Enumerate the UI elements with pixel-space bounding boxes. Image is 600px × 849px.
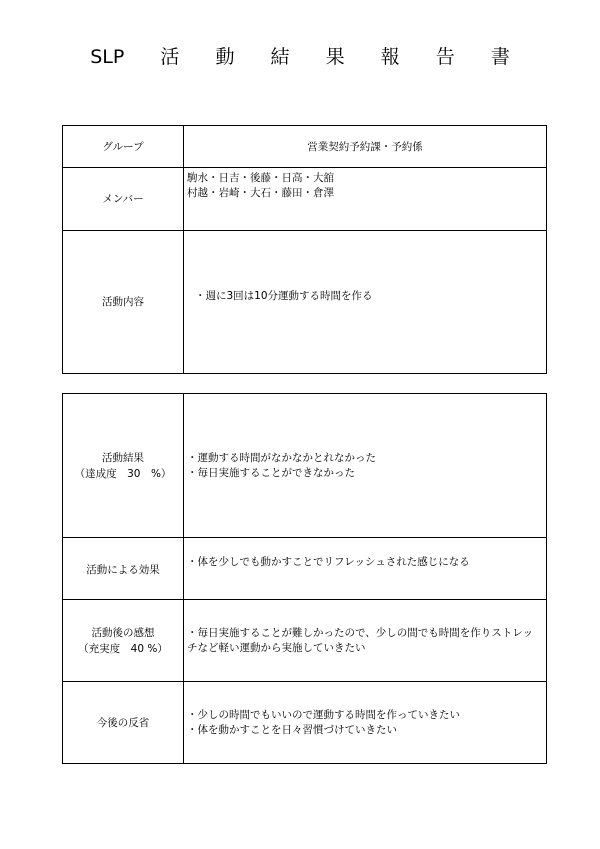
result-row [63, 394, 547, 538]
effect-value [184, 538, 547, 600]
impression-line: チなど軽い運動から実施していきたい [187, 641, 366, 654]
members-row [63, 168, 547, 231]
impression-sublabel: （充実度 40 %） [78, 642, 168, 655]
activity-label: 活動内容 [63, 231, 184, 374]
result-sublabel: （達成度 30 %） [74, 467, 172, 480]
title-char: 報 [380, 46, 400, 68]
reflection-value [184, 682, 547, 764]
members-value [184, 168, 547, 231]
members-line: 駒水・日吉・後藤・日高・大舘 [187, 172, 334, 184]
group-value: 営業契約予約課・予約係 [184, 126, 547, 168]
result-label-cell [63, 394, 184, 538]
reflection-label: 今後の反省 [63, 682, 184, 764]
impression-row [63, 600, 547, 682]
impression-line: ・毎日実施することが難しかったので、少しの間でも時間を作りストレッ [187, 626, 534, 639]
title-char: 活 [160, 46, 180, 68]
reflection-row [63, 682, 547, 764]
group-label: グループ [63, 126, 184, 168]
members-line: 村越・岩崎・大石・藤田・倉澤 [187, 187, 334, 199]
title-char: 結 [270, 46, 290, 68]
title-char: 果 [325, 46, 345, 68]
members-label: メンバー [63, 168, 184, 231]
title-prefix: SLP [90, 46, 125, 68]
title-char: 書 [490, 46, 510, 68]
title-char: 告 [435, 46, 455, 68]
group-row [63, 126, 547, 168]
activity-plan-table [62, 125, 547, 374]
result-line: ・運動する時間がなかなかとれなかった [187, 451, 376, 464]
effect-line: ・体を少しでも動かすことでリフレッシュされた感じになる [187, 556, 470, 568]
impression-label-cell [63, 600, 184, 682]
activity-row [63, 231, 547, 374]
effect-label: 活動による効果 [63, 538, 184, 600]
activity-line: ・週に3回は10分運動する時間を作る [195, 289, 373, 302]
impression-label: 活動後の感想 [91, 626, 155, 639]
effect-row [63, 538, 547, 600]
result-value [184, 394, 547, 538]
impression-value [184, 600, 547, 682]
reflection-line: ・少しの時間でもいいので運動する時間を作っていきたい [187, 708, 460, 721]
result-label: 活動結果 [102, 451, 144, 464]
result-line: ・毎日実施することができなかった [187, 466, 355, 479]
title-char: 動 [215, 46, 235, 68]
page-title [0, 42, 600, 69]
activity-result-table [62, 393, 547, 764]
reflection-line: ・体を動かすことを日々習慣づけていきたい [187, 723, 397, 736]
activity-value [184, 231, 547, 374]
